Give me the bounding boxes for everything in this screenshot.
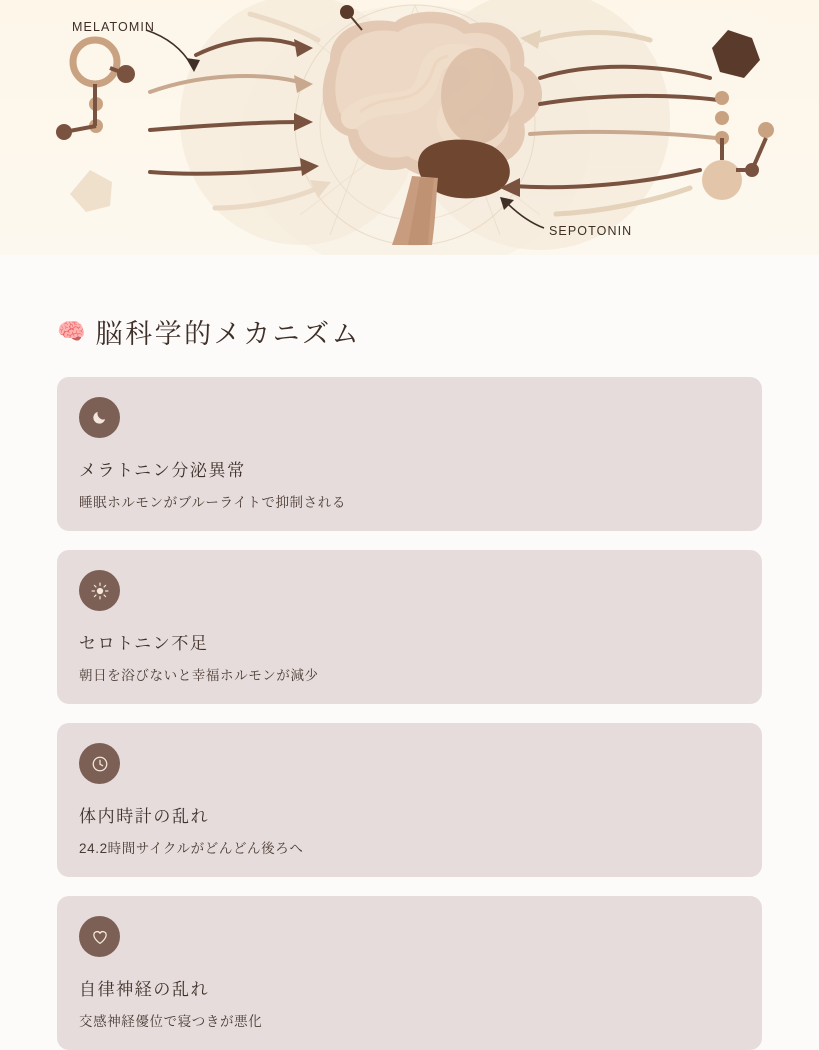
melatomin-label: MELATOMIN — [72, 20, 156, 34]
card-description: 朝日を浴びないと幸福ホルモンが減少 — [79, 668, 319, 683]
mechanism-card-list — [57, 377, 762, 1050]
heart-pulse-icon — [79, 916, 120, 957]
card-description: 交感神経優位で寝つきが悪化 — [79, 1014, 263, 1029]
hero-illustration — [0, 0, 819, 255]
card-description: 睡眠ホルモンがブルーライトで抑制される — [79, 495, 346, 510]
mechanism-card[interactable] — [57, 550, 762, 704]
clock-icon — [79, 743, 120, 784]
sun-icon — [79, 570, 120, 611]
card-title: セロトニン不足 — [79, 634, 209, 653]
moon-icon — [79, 397, 120, 438]
card-title: 自律神経の乱れ — [79, 980, 210, 999]
mechanism-card[interactable] — [57, 896, 762, 1050]
main-content — [0, 312, 819, 1050]
brain-emoji: 🧠 — [57, 319, 86, 344]
page-title-text: 脳科学的メカニズム — [95, 319, 362, 349]
mechanism-card[interactable] — [57, 723, 762, 877]
card-title: メラトニン分泌異常 — [79, 461, 246, 480]
mechanism-card[interactable] — [57, 377, 762, 531]
card-title: 体内時計の乱れ — [79, 807, 210, 826]
brain-diagram-svg — [0, 0, 819, 255]
page-title — [57, 312, 762, 351]
sepotonin-label: SEPOTONIN — [549, 224, 633, 238]
card-description: 24.2時間サイクルがどんどん後ろへ — [79, 841, 304, 856]
